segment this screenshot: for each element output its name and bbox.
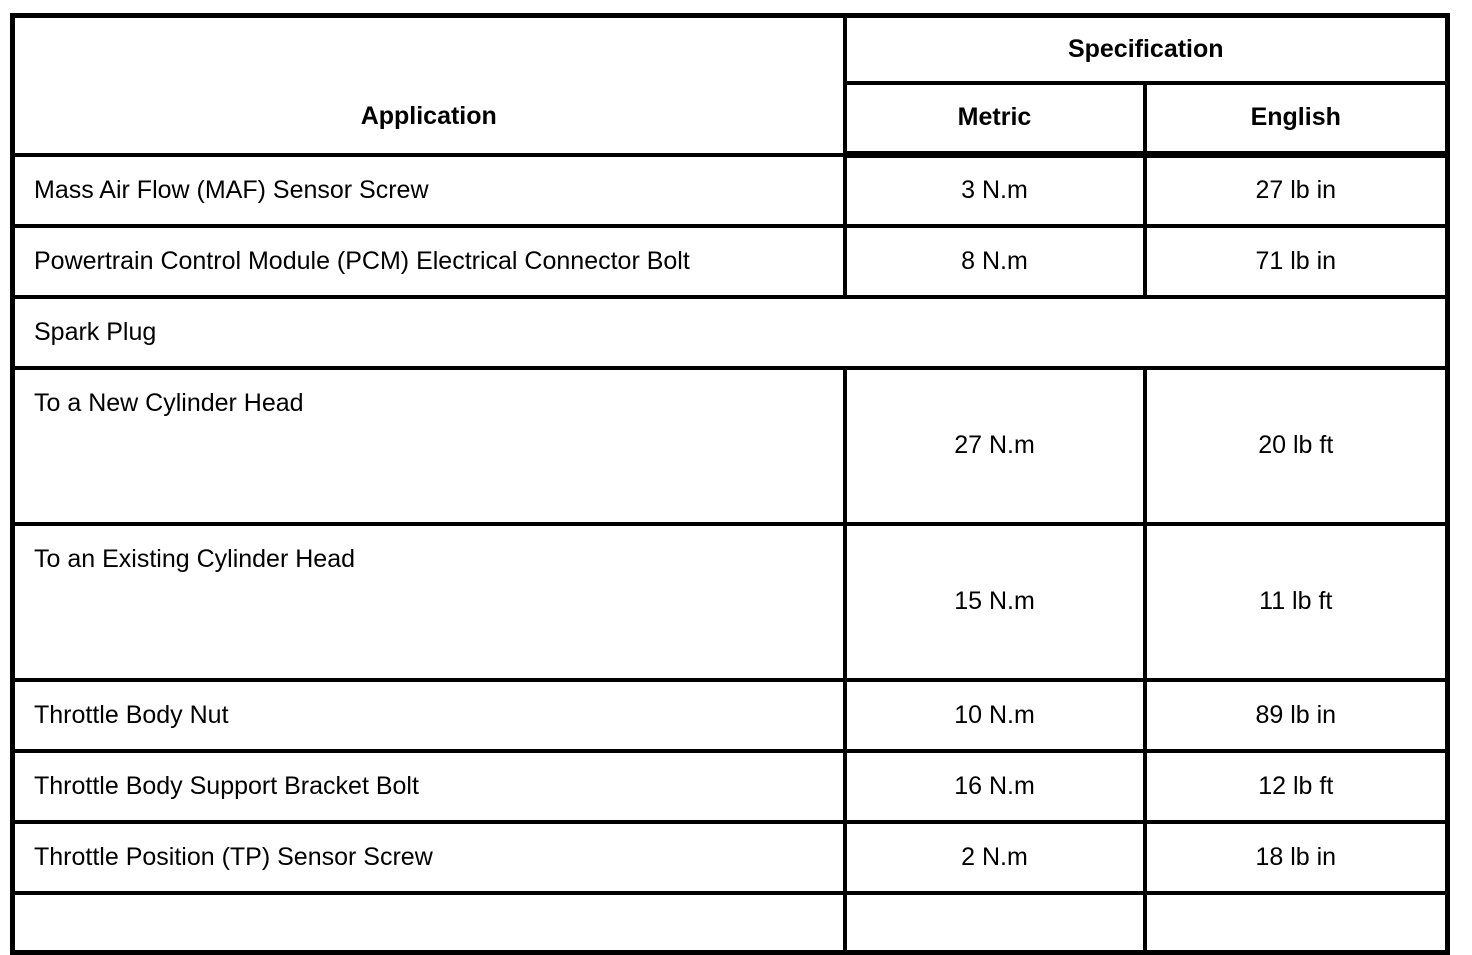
column-header-application: Application [13, 16, 845, 155]
application-section-cell: Spark Plug [13, 297, 1448, 368]
table-section-row [13, 297, 1448, 368]
table-row [13, 155, 1448, 226]
document-page [10, 13, 1450, 955]
column-header-specification: Specification [845, 16, 1448, 83]
torque-spec-table [10, 13, 1450, 955]
column-header-english: English [1145, 83, 1448, 155]
application-cell: To a New Cylinder Head [13, 368, 845, 524]
application-cell [13, 893, 845, 953]
application-cell: Mass Air Flow (MAF) Sensor Screw [13, 155, 845, 226]
metric-cell: 10 N.m [845, 680, 1145, 751]
table-row [13, 368, 1448, 524]
english-cell: 20 lb ft [1145, 368, 1448, 524]
table-row [13, 226, 1448, 297]
metric-cell: 16 N.m [845, 751, 1145, 822]
application-cell: Throttle Body Support Bracket Bolt [13, 751, 845, 822]
english-cell: 27 lb in [1145, 155, 1448, 226]
column-header-metric: Metric [845, 83, 1145, 155]
metric-cell [845, 893, 1145, 953]
metric-cell: 27 N.m [845, 368, 1145, 524]
metric-cell: 3 N.m [845, 155, 1145, 226]
metric-cell: 2 N.m [845, 822, 1145, 893]
table-row [13, 524, 1448, 680]
english-cell: 89 lb in [1145, 680, 1448, 751]
english-cell: 11 lb ft [1145, 524, 1448, 680]
application-cell: Throttle Position (TP) Sensor Screw [13, 822, 845, 893]
table-row-cutoff [13, 893, 1448, 953]
header-row-specification [13, 16, 1448, 83]
table-row [13, 751, 1448, 822]
english-cell [1145, 893, 1448, 953]
table-row [13, 822, 1448, 893]
application-cell: To an Existing Cylinder Head [13, 524, 845, 680]
table-row [13, 680, 1448, 751]
metric-cell: 15 N.m [845, 524, 1145, 680]
metric-cell: 8 N.m [845, 226, 1145, 297]
application-cell: Throttle Body Nut [13, 680, 845, 751]
english-cell: 12 lb ft [1145, 751, 1448, 822]
english-cell: 18 lb in [1145, 822, 1448, 893]
application-cell: Powertrain Control Module (PCM) Electrical Connector Bolt [13, 226, 845, 297]
english-cell: 71 lb in [1145, 226, 1448, 297]
